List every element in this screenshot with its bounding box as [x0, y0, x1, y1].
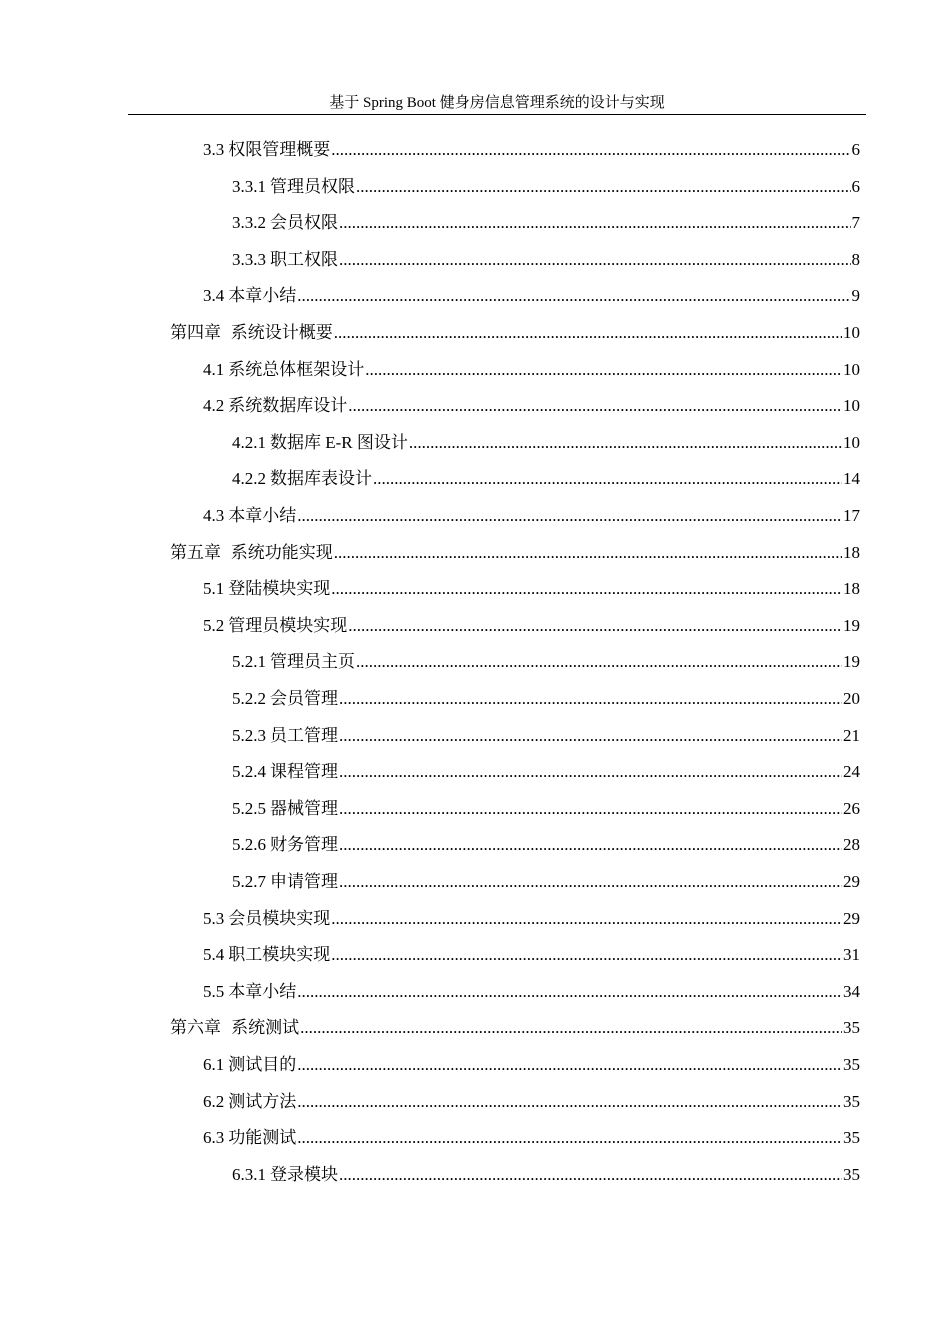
toc-entry-title: 登录模块: [270, 1164, 338, 1184]
dot-leader: [339, 247, 851, 273]
page-header: [128, 92, 866, 115]
toc-entry-page: 35: [843, 1128, 860, 1148]
toc-entry-title: 系统功能实现: [230, 542, 333, 562]
toc-entry[interactable]: [203, 137, 860, 163]
toc-entry-title: 本章小结: [228, 286, 297, 306]
dot-leader: [331, 942, 842, 968]
dot-leader: [409, 430, 842, 456]
toc-entry-title: 会员权限: [270, 213, 338, 233]
toc-entry-number: 6.1: [203, 1055, 225, 1074]
toc-entry-title: 系统数据库设计: [228, 396, 348, 416]
toc-entry[interactable]: [203, 1089, 860, 1115]
dot-leader: [297, 979, 842, 1005]
toc-entry-title: 功能测试: [228, 1128, 297, 1148]
toc-entry[interactable]: [203, 1052, 860, 1078]
toc-entry-title: 课程管理: [270, 762, 338, 782]
dot-leader: [339, 869, 842, 895]
toc-entry-number: 4.3: [203, 506, 225, 525]
toc-entry-page: 35: [843, 1018, 860, 1038]
toc-entry-title: 系统设计概要: [230, 323, 333, 342]
toc-entry-page: 7: [851, 213, 860, 233]
toc-entry-title: 职工权限: [270, 249, 338, 269]
toc-entry-title: 管理员模块实现: [228, 615, 348, 635]
dot-leader: [300, 1015, 842, 1041]
document-title: 基于 Spring Boot 健身房信息管理系统的设计与实现: [329, 95, 665, 111]
toc-entry-title: 权限管理概要: [228, 140, 331, 159]
toc-entry-page: 20: [843, 689, 860, 708]
dot-leader: [334, 540, 842, 566]
toc-entry[interactable]: [232, 832, 860, 858]
toc-entry-title: 登陆模块实现: [228, 579, 331, 599]
toc-entry-page: 35: [843, 1055, 860, 1074]
dot-leader: [339, 210, 851, 236]
dot-leader: [356, 649, 842, 675]
toc-entry[interactable]: [232, 649, 860, 675]
toc-entry-title: 测试目的: [228, 1055, 297, 1074]
toc-entry-page: 29: [843, 872, 860, 891]
dot-leader: [339, 796, 842, 822]
toc-entry-number: 3.3.2: [232, 213, 266, 233]
toc-entry-title: 管理员权限: [270, 176, 355, 196]
toc-entry[interactable]: [232, 174, 860, 200]
toc-entry-number: 5.2.6: [232, 835, 266, 855]
toc-entry-title: 本章小结: [228, 981, 297, 1001]
toc-entry-number: 4.2.2: [232, 469, 266, 489]
toc-entry-page: 35: [843, 1091, 860, 1111]
toc-entry-page: 34: [843, 981, 860, 1001]
toc-entry-chapter[interactable]: [170, 540, 860, 566]
dot-leader: [373, 466, 842, 492]
toc-entry[interactable]: [232, 869, 860, 895]
toc-entry-number: 5.4: [203, 945, 225, 965]
dot-leader: [339, 1162, 842, 1188]
toc-entry-number: 第六章: [170, 1018, 221, 1038]
dot-leader: [365, 357, 842, 383]
toc-entry[interactable]: [203, 283, 860, 309]
toc-entry-page: 28: [843, 835, 860, 855]
toc-entry-page: 18: [843, 542, 860, 562]
toc-entry[interactable]: [232, 759, 860, 785]
dot-leader: [339, 723, 842, 749]
toc-entry[interactable]: [203, 357, 860, 383]
toc-entry[interactable]: [232, 247, 860, 273]
toc-entry-number: 5.2: [203, 615, 225, 635]
dot-leader: [356, 174, 851, 200]
dot-leader: [334, 320, 842, 346]
toc-entry-page: 21: [843, 725, 860, 745]
toc-entry-page: 14: [843, 469, 860, 489]
toc-entry-title: 会员模块实现: [228, 908, 331, 928]
toc-entry[interactable]: [203, 979, 860, 1005]
dot-leader: [297, 1089, 842, 1115]
toc-entry-title: 申请管理: [270, 872, 338, 891]
toc-entry-page: 10: [843, 323, 860, 342]
toc-entry-number: 5.2.3: [232, 725, 266, 745]
toc-entry-number: 5.5: [203, 981, 225, 1001]
toc-entry-number: 5.2.7: [232, 872, 266, 891]
toc-entry-title: 系统总体框架设计: [228, 359, 365, 379]
dot-leader: [339, 759, 842, 785]
toc-entry[interactable]: [232, 723, 860, 749]
toc-entry-number: 5.2.4: [232, 762, 266, 782]
dot-leader: [297, 1125, 842, 1151]
toc-entry[interactable]: [203, 1125, 860, 1151]
dot-leader: [339, 832, 842, 858]
toc-entry-number: 6.2: [203, 1091, 225, 1111]
toc-entry-number: 3.4: [203, 286, 225, 306]
toc-entry-number: 5.2.1: [232, 652, 266, 672]
toc-entry[interactable]: [203, 613, 860, 639]
toc-entry-number: 3.3.3: [232, 249, 266, 269]
toc-entry[interactable]: [232, 466, 860, 492]
toc-entry-number: 3.3.1: [232, 176, 266, 196]
toc-entry-title: 数据库 E-R 图设计: [270, 432, 408, 452]
dot-leader: [339, 686, 842, 712]
toc-entry-page: 8: [851, 249, 860, 269]
toc-entry-page: 18: [843, 579, 860, 599]
toc-entry-page: 6: [851, 176, 860, 196]
toc-entry[interactable]: [203, 942, 860, 968]
toc-entry-page: 35: [843, 1164, 860, 1184]
toc-entry-number: 5.3: [203, 908, 225, 928]
dot-leader: [331, 576, 842, 602]
toc-entry-page: 6: [851, 140, 860, 159]
toc-entry-page: 29: [843, 908, 860, 928]
toc-entry-chapter[interactable]: [170, 1015, 860, 1041]
dot-leader: [331, 906, 842, 932]
toc-entry-chapter[interactable]: [170, 320, 860, 346]
toc-entry[interactable]: [203, 393, 860, 419]
toc-entry-number: 6.3.1: [232, 1164, 266, 1184]
toc-entry-page: 17: [843, 506, 860, 525]
dot-leader: [297, 283, 850, 309]
toc-entry-title: 员工管理: [270, 725, 338, 745]
toc-entry[interactable]: [232, 1162, 860, 1188]
toc-entry[interactable]: [232, 686, 860, 712]
toc-entry-number: 5.2.2: [232, 689, 266, 708]
toc-entry-title: 会员管理: [270, 689, 338, 708]
toc-entry-number: 4.1: [203, 359, 225, 379]
toc-entry-title: 测试方法: [228, 1091, 297, 1111]
toc-entry-number: 第四章: [170, 323, 221, 342]
toc-entry-title: 职工模块实现: [228, 945, 331, 965]
toc-entry[interactable]: [203, 906, 860, 932]
toc-entry-page: 10: [843, 396, 860, 416]
toc-entry[interactable]: [232, 430, 860, 456]
toc-entry-page: 9: [851, 286, 860, 306]
toc-entry[interactable]: [203, 503, 860, 529]
toc-entry-page: 10: [843, 432, 860, 452]
toc-entry-title: 财务管理: [270, 835, 338, 855]
toc-entry-page: 24: [843, 762, 860, 782]
toc-entry-number: 5.1: [203, 579, 225, 599]
toc-entry-title: 数据库表设计: [270, 469, 372, 489]
toc-entry-title: 器械管理: [270, 798, 338, 818]
toc-entry-page: 19: [843, 615, 860, 635]
dot-leader: [331, 137, 850, 163]
dot-leader: [348, 613, 842, 639]
dot-leader: [297, 1052, 842, 1078]
toc-entry-number: 6.3: [203, 1128, 225, 1148]
toc-entry-page: 31: [843, 945, 860, 965]
toc-entry-number: 4.2: [203, 396, 225, 416]
toc-entry[interactable]: [232, 210, 860, 236]
toc-entry-title: 管理员主页: [270, 652, 355, 672]
toc-entry-number: 3.3: [203, 140, 225, 159]
toc-entry-number: 5.2.5: [232, 798, 266, 818]
toc-entry[interactable]: [232, 796, 860, 822]
toc-entry-page: 10: [843, 359, 860, 379]
dot-leader: [348, 393, 842, 419]
dot-leader: [297, 503, 842, 529]
toc-entry-number: 4.2.1: [232, 432, 266, 452]
toc-entry-page: 26: [843, 798, 860, 818]
toc-entry-title: 本章小结: [228, 506, 297, 525]
toc-entry-number: 第五章: [170, 542, 221, 562]
toc-entry[interactable]: [203, 576, 860, 602]
toc-entry-page: 19: [843, 652, 860, 672]
toc-entry-title: 系统测试: [231, 1018, 300, 1038]
